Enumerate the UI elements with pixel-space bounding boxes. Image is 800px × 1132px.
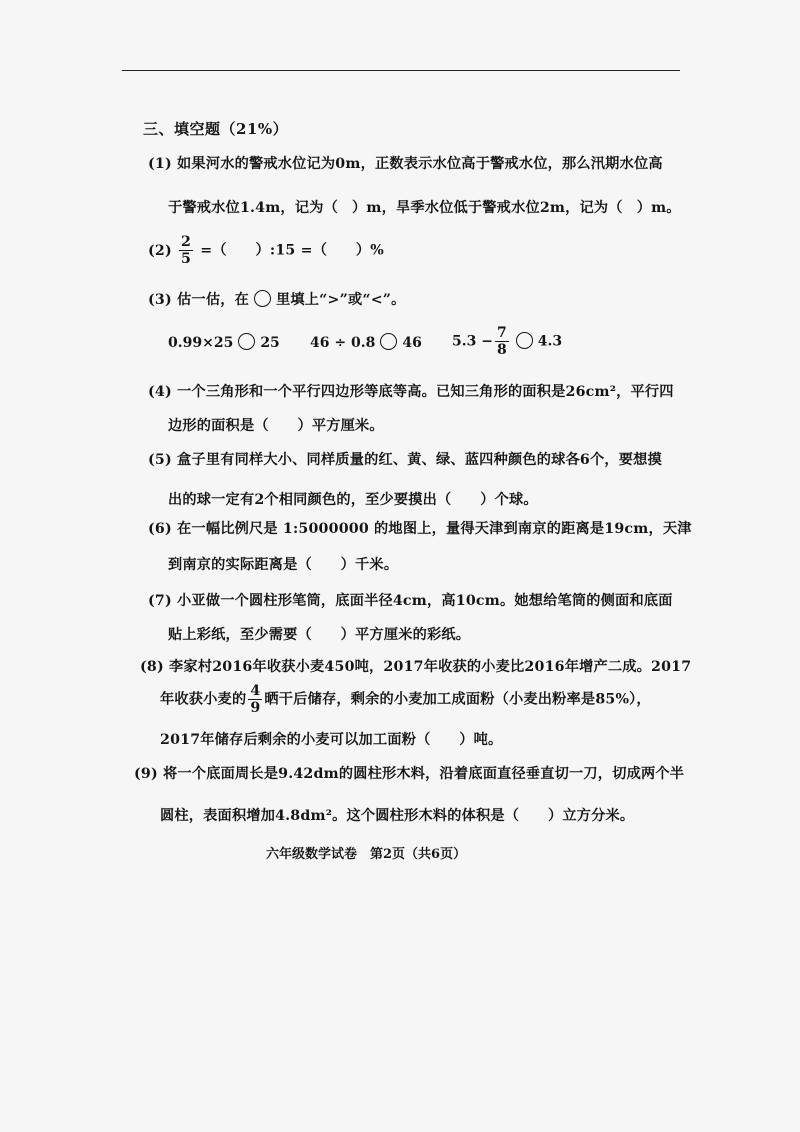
q3-item-1: [168, 333, 280, 351]
q3-item1-left: 0.99×25: [168, 335, 234, 351]
q9-text-line1: 将一个底面周长是9.42dm的圆柱形木料，沿着底面直径垂直切一刀，切成两个半: [163, 766, 685, 782]
q6-line2: 到南京的实际距离是（ ）千米。: [168, 557, 399, 573]
q3-item3-right: 4.3: [537, 333, 563, 350]
q2-fraction: [179, 235, 193, 266]
q1-number: (1): [148, 156, 172, 172]
q5-line2: 出的球一定有2个相同颜色的，至少要摸出（ ）个球。: [168, 492, 538, 508]
q3-item3-frac-denominator: 8: [496, 342, 507, 358]
q1-line1: [148, 153, 663, 173]
q8-number: (8): [140, 659, 164, 675]
q6-line1: [148, 518, 692, 538]
q7-text-line1: 小亚做一个圆柱形笔筒，底面半径4cm，高10cm。她想给笔筒的侧面和底面: [177, 593, 673, 609]
q3-item1-circle: [238, 333, 255, 350]
q3-item3-left: 5.3 −: [452, 333, 493, 350]
q8-line3: 2017年储存后剩余的小麦可以加工面粉（ ）吨。: [160, 732, 503, 748]
q3-item2-left: 46 ÷ 0.8: [310, 335, 376, 351]
q1-line2: [168, 197, 681, 217]
q7-line1: [148, 590, 673, 610]
page-footer: 六年级数学试卷 第2页（共6页）: [266, 847, 467, 862]
q1-text-line2a: 于警戒水位1.4m，记为（: [168, 200, 338, 216]
q4-line1: [148, 381, 674, 401]
q1-text-line2c: ）m。: [636, 200, 681, 216]
q3-number: (3): [148, 292, 172, 308]
q6-text-line1: 在一幅比例尺是 1:5000000 的地图上，量得天津到南京的距离是19cm，天津: [177, 521, 692, 537]
q4-line2: 边形的面积是（ ）平方厘米。: [168, 418, 384, 434]
q9-number: (9): [134, 766, 158, 782]
q8-frac-denominator: 9: [250, 700, 261, 717]
q5-line1: [148, 449, 662, 469]
section-title: 三、填空题（21%）: [143, 120, 289, 138]
q3-item-3: [452, 326, 562, 357]
q7-line2: 贴上彩纸，至少需要（ ）平方厘米的彩纸。: [168, 627, 471, 643]
q5-number: (5): [148, 452, 172, 468]
q3-item3-frac-numerator: 7: [496, 325, 507, 341]
q2-frac-numerator: 2: [181, 234, 192, 250]
q8-line1: [140, 656, 691, 676]
q8-fraction: [248, 684, 262, 715]
q3-item2-right: 46: [402, 335, 422, 351]
q9-line2: 圆柱，表面积增加4.8dm²。这个圆柱形木料的体积是（ ）立方分米。: [160, 808, 635, 824]
q1-text-line1: 如果河水的警戒水位记为0m，正数表示水位高于警戒水位，那么汛期水位高: [177, 156, 663, 172]
q3-line: [148, 289, 406, 309]
q8-text-line2b: 晒干后储存，剩余的小麦加工成面粉（小麦出粉率是85%），: [264, 691, 651, 708]
q3-item3-fraction: [495, 326, 509, 357]
q5-text-line1: 盒子里有同样大小、同样质量的红、黄、绿、蓝四种颜色的球各6个，要想摸: [177, 452, 662, 468]
q8-line2: [160, 684, 651, 715]
q2-rest: =（ ）:15 =（ ）%: [200, 242, 384, 259]
q8-text-line1: 李家村2016年收获小麦450吨，2017年收获的小麦比2016年增产二成。2017: [169, 659, 692, 675]
q3-item-2: [310, 333, 422, 351]
q1-text-line2b: ）m，旱季水位低于警戒水位2m，记为（: [351, 200, 623, 216]
circle-icon: [254, 290, 271, 307]
q3-text-a: 估一估，在: [177, 292, 249, 308]
q8-frac-numerator: 4: [250, 683, 261, 699]
q4-text-line1: 一个三角形和一个平行四边形等底等高。已知三角形的面积是26cm²，平行四: [177, 384, 674, 400]
q3-item1-right: 25: [260, 335, 280, 351]
q2-number: (2): [148, 242, 172, 259]
q8-text-line2a: 年收获小麦的: [160, 691, 247, 708]
q3-item2-circle: [380, 333, 397, 350]
top-rule: [122, 70, 680, 71]
q3-text-b: 里填上“>”或“<”。: [276, 292, 406, 308]
q9-line1: [134, 763, 684, 783]
q6-number: (6): [148, 521, 172, 537]
q7-number: (7): [148, 593, 172, 609]
q4-number: (4): [148, 384, 172, 400]
q2-line: [148, 235, 384, 266]
q2-frac-denominator: 5: [181, 251, 192, 268]
q3-item3-circle: [516, 332, 533, 349]
